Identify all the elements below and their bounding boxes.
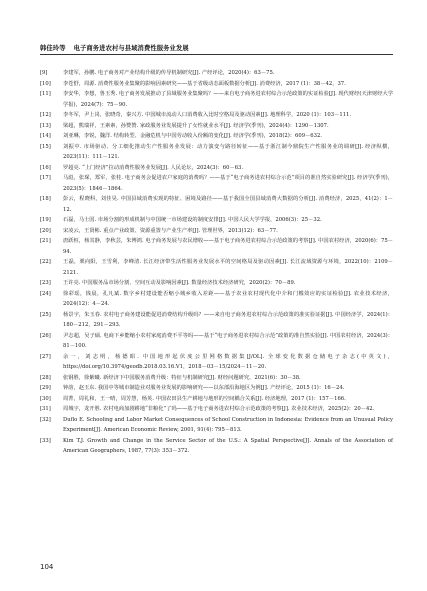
reference-item (40, 404, 393, 415)
reference-item (40, 68, 393, 79)
reference-text: 张钢胜，徐紫曦. 新经济下中国服务消费升级：特征与机制研究[J]. 财经问题研究，2021(6)：30－38. (63, 374, 301, 381)
reference-text: 徐彩瑶，钱晨，孔凡斌. 数字乡村建设能否缩小城乡收入差距——基于农业农村现代化中介和门槛效应的实证检验[J]. 农业技术经济，2024(12)：4－24. (63, 290, 393, 307)
reference-number: [22] (40, 259, 51, 265)
reference-text: 周城宇，龙开胜. 农村电商加剧耕地“非粮化”了吗——基于电子商务进农村综合示范政策的考察[J]. 农业技术经济，2025(2)：20－42. (63, 406, 375, 412)
reference-number: [10] (40, 80, 51, 87)
reference-text: 李安华，李想，鲁玉秀. 电子商务发展推动了县域服务业集聚吗？——来自电子商务进农村综合示范政策的实证检验[J]. 现代财经(天津财经大学学报)，2024(7)：75－90. (63, 91, 393, 108)
reference-text: 梁超，熊瑞祥，王素素，孙赞赞. 家政服务业发展提升了女性就业水平[J]. 经济学(季刊)，2024(4)：1290－1307. (63, 122, 329, 129)
running-header (40, 43, 393, 52)
reference-text: 李建军，孙鹏. 电子商务对产业结构升级的传导机制研究[J]. 产经评论，2020(4)：63－75. (63, 70, 275, 76)
reference-number: [16] (40, 164, 51, 171)
page-number: 104 (40, 563, 54, 571)
reference-number: [17] (40, 175, 51, 181)
reference-item (40, 278, 393, 289)
reference-number: [26] (40, 332, 51, 339)
reference-list (40, 68, 393, 457)
reference-number: [27] (40, 353, 51, 360)
reference-item (40, 383, 393, 394)
reference-text: 马彪，张琛，郑军，张桂. 电子商务会促进农户家庭的消费吗？——基于“电子商务进农村综合示范”项目的准自然实验研究[J]. 经济学(季刊)，2023(5)：1846－1864. (63, 175, 393, 192)
reference-item (40, 89, 393, 110)
reference-number: [13] (40, 122, 51, 129)
reference-number: [19] (40, 217, 51, 223)
reference-text: 彭云，程晓科，刘佳昊. 中国县域消费实现的特征、困境及路径——基于我国全国县域消费大数据的分析[J]. 消费经济，2025，41(2)：1－12. (63, 196, 393, 213)
reference-item (40, 194, 393, 215)
reference-item (40, 173, 393, 194)
reference-item (40, 163, 393, 174)
reference-number: [12] (40, 112, 51, 118)
reference-number: [21] (40, 238, 51, 244)
reference-text: 余一，刘志明，杨德昭. 中国地形起伏度公里网格数据集[J/OL]. 全球变化数据仓储电子杂志(中英文)，https://doi.org/10.3974/geodb.2018.03.16.V1，2018－03－15/2024－11－20. (63, 353, 393, 370)
reference-number: [23] (40, 280, 51, 286)
reference-text: Kim T.J. Growth and Change in the Service Sector of the U.S.: A Spatial Perspective[J]. Annals of the Association of American Geographers, 1987, 77(3): 353－372. (63, 437, 393, 454)
reference-item (40, 310, 393, 331)
reference-number: [33] (40, 437, 51, 444)
reference-number: [15] (40, 143, 51, 150)
reference-item (40, 142, 393, 163)
reference-item (40, 236, 393, 257)
reference-item (40, 373, 393, 384)
reference-text: 宋凌云，王贤彬. 重点产业政策、资源重置与产业生产率[J]. 管理世界，2013(12)：63－77. (63, 227, 278, 234)
reference-item (40, 415, 393, 436)
reference-item (40, 257, 393, 278)
reference-text: 刘亚琳，李锐，魏洋. 结构转型、金融危机与中国劳动收入份额的变化[J]. 经济学(季刊)，2018(2)：609－632. (63, 133, 322, 139)
reference-text: 周菁，周礼和，王一晴，周芳慧，杨英. 中国农田县生产耕地与地形的空间耦合关系[J]. 经济地理，2017 (1)：157－166. (63, 395, 346, 402)
reference-number: [29] (40, 385, 51, 391)
reference-item (40, 131, 393, 142)
reference-item (40, 352, 393, 373)
reference-text: 钟韵，赵玉东. 我国中等城市制造业对服务业发展的影响研究——以东部沿海地区为例[J]. 产经评论，2015 (1)：16－24. (63, 385, 345, 391)
reference-item (40, 215, 393, 226)
reference-item (40, 121, 393, 132)
reference-item (40, 394, 393, 405)
reference-text: 李苍舒，周源. 消费性服务业集聚的影响因素研究——基于省级动态面板数据分析[J]. 消费经济，2017 (1)：38－42，37. (63, 80, 346, 87)
reference-number: [32] (40, 416, 51, 423)
reference-item (40, 79, 393, 90)
reference-number: [25] (40, 311, 51, 318)
reference-item (40, 289, 393, 310)
reference-text: 王磊，栗向阳，王雪利，李峰清. 长江经济带生活性服务业发展水平的空间格局及驱动因素[J]. 长江流域资源与环境，2022(10)：2109－2121. (63, 259, 393, 276)
reference-item (40, 331, 393, 352)
reference-text: 李冬军，尹上岗，张晓奇，秦兴方. 中国城市流动人口消费收入比时空格局及驱动因素[J]. 地理科学，2020 (1)：103－111. (63, 112, 352, 118)
reference-number: [28] (40, 374, 51, 381)
reference-item (40, 226, 393, 237)
reference-text: 刘振中. 市场驱动、分工细化推动生产性服务业发展：动力演变与路径转征——基于浙江制今鼎院生产性服务业的调研[J]. 经济纵横，2023(11)：111－121. (63, 143, 393, 160)
reference-number: [11] (40, 91, 51, 97)
reference-number: [20] (40, 227, 51, 234)
reference-text: 杨景宇，朱玉春. 农村电子商务建设能促进消费结构升级吗？——来自电子商务进农村综合示范政策的准实验证据[J]. 中国经济学，2024(1)：180－212，291－293. (63, 311, 393, 328)
reference-number: [24] (40, 290, 51, 297)
reference-number: [31] (40, 406, 51, 412)
reference-number: [14] (40, 133, 51, 139)
reference-text: Duflo E. Schooling and Labor Market Consequences of School Construction in Indonesia: Evidence from an Unusual Policy Experiment[J]. American Economic Review, 2001, 91(4): 795－813. (63, 416, 393, 433)
reference-item (40, 110, 393, 121)
reference-number: [18] (40, 196, 51, 202)
reference-number: [9] (40, 70, 48, 76)
reference-text: 石磊，马士国. 市场分割的形成机制与中国统一市场建设的制度安排[J]. 中国人民大学学报，2006(3)：25－32. (63, 217, 322, 223)
header-title: 电子商务进农村与县域消费性服务业发展 (73, 45, 189, 52)
reference-number: [30] (40, 395, 51, 402)
reference-item (40, 436, 393, 457)
reference-text: 尹志超，吴子硕. 电商下乡能缩小农村家庭消费不平等吗——基于“电子商务进农村综合示范”政策的准自然实验[J]. 中国农村经济，2024(3)：81－100. (63, 332, 393, 349)
reference-text: 唐跃桓，杨其静，李秋芸，朱博鸿. 电子商务发展与农民增收——基于电子商务进农村综合示范政策的考察[J]. 中国农村经济，2020(6)：75－94. (63, 238, 393, 255)
reference-text: 罗超亮. “上门经济”拉动消费性服务业发展[J]. 人民论坛，2024(3)：60－63. (63, 164, 244, 171)
reference-text: 王许亮. 中国服务品市场分割、空间互动及影响因素[J]. 数量经济技术经济研究，2020(2)：70－89. (63, 280, 296, 286)
header-divider (40, 54, 393, 55)
header-authors: 韩佳玲等 (40, 45, 66, 52)
